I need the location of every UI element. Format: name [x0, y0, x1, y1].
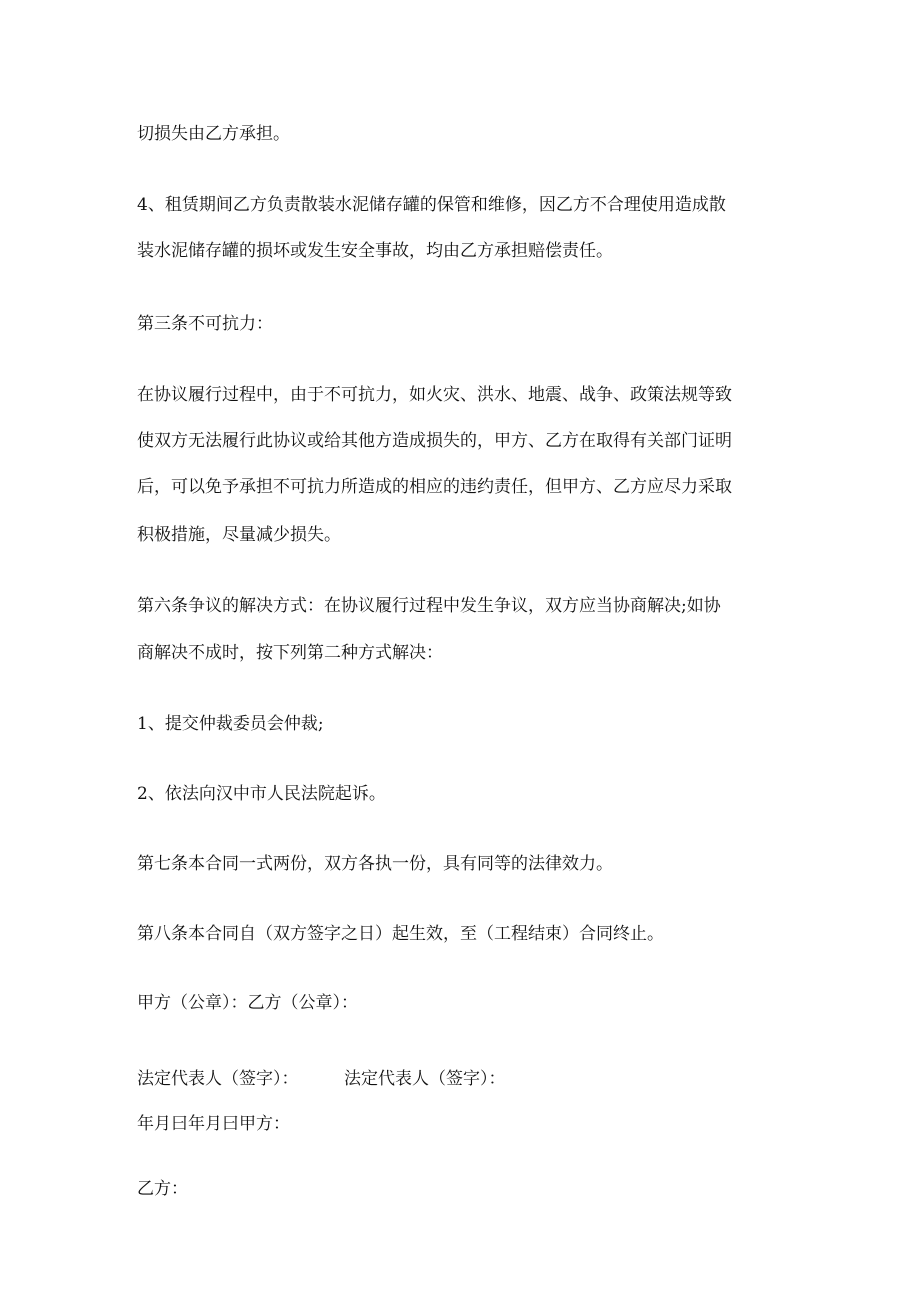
text-line-3: 装水泥储存罐的损坏或发生安全事故，均由乙方承担赔偿责任。 [137, 241, 613, 261]
party-seals-line: 甲方（公章）：乙方（公章）： [137, 993, 358, 1013]
section-heading-effective: 第八条本合同自（双方签字之日）起生效，至（工程结束）合同终止。 [137, 924, 664, 944]
section-heading-dispute: 第六条争议的解决方式：在协议履行过程中发生争议，双方应当协商解决;如协 [137, 596, 721, 616]
text-line-5: 在协议履行过程中，由于不可抗力，如火灾、洪水、地震、战争、政策法规等致 [137, 385, 732, 405]
section-heading-force-majeure: 第三条不可抗力： [137, 314, 273, 334]
text-line-1: 切损失由乙方承担。 [137, 124, 290, 144]
text-line-10: 商解决不成时，按下列第二种方式解决： [137, 643, 443, 663]
party-b-line: 乙方： [137, 1179, 188, 1199]
list-item-2: 2、依法向汉中市人民法院起诉。 [137, 784, 386, 804]
text-line-8: 积极措施，尽量减少损失。 [137, 525, 341, 545]
text-line-2: 4、租赁期间乙方负责散装水泥储存罐的保管和维修，因乙方不合理使用造成散 [137, 195, 726, 215]
party-a-representative-label: 法定代表人（签字）： [137, 1069, 299, 1089]
section-heading-copies: 第七条本合同一式两份，双方各执一份，具有同等的法律效力。 [137, 854, 613, 874]
text-line-7: 后，可以免予承担不可抗力所造成的相应的违约责任，但甲方、乙方应尽力采取 [137, 477, 732, 497]
date-line: 年月曰年月曰甲方： [137, 1114, 290, 1134]
text-line-6: 使双方无法履行此协议或给其他方造成损失的，甲方、乙方在取得有关部门证明 [137, 431, 732, 451]
party-b-representative-label: 法定代表人（签字）： [344, 1069, 506, 1089]
list-item-1: 1、提交仲裁委员会仲裁; [137, 714, 324, 734]
